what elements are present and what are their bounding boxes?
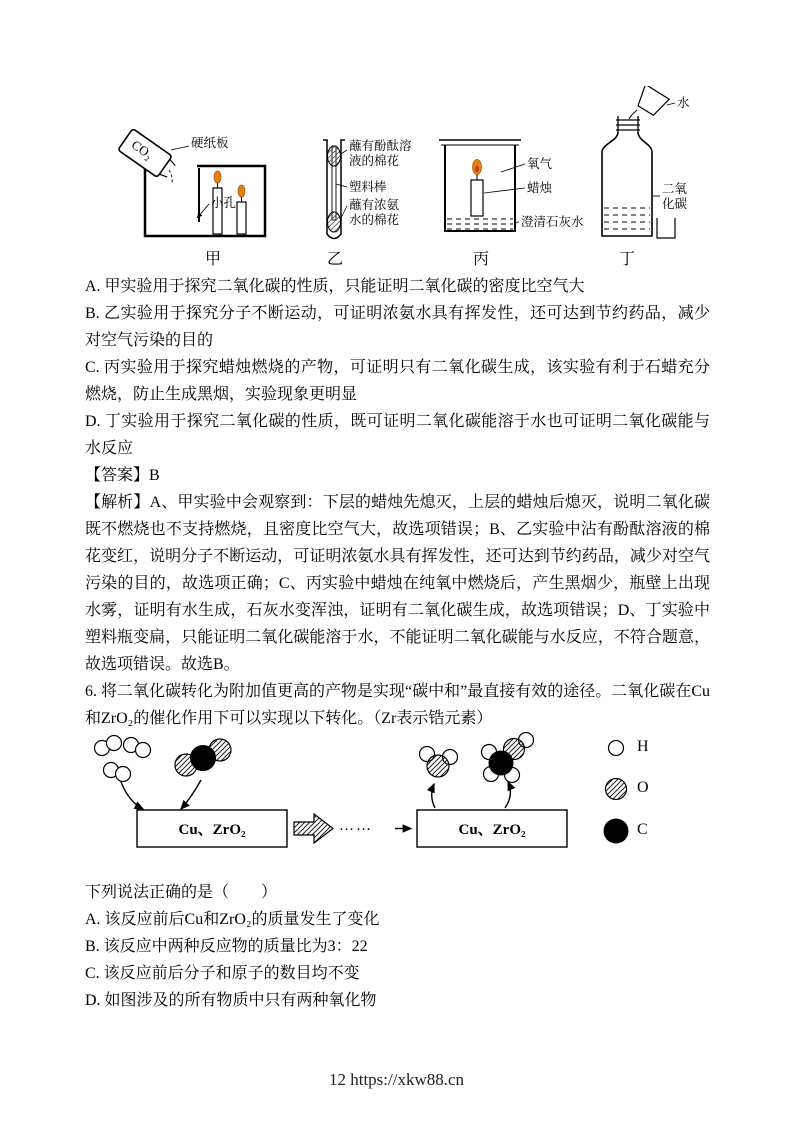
catalyst-label-right: Cu、ZrO₂ bbox=[458, 822, 526, 838]
ellipsis-label: …… bbox=[339, 818, 373, 834]
q6-stem: 6. 将二氧化碳转化为附加值更高的产物是实现“碳中和”最直接有效的途径。二氧化碳在Cu和ZrO₂的催化作用下可以实现以下转化。（Zr表示锆元素） bbox=[85, 683, 710, 727]
q5-analysis: 【解析】A、甲实验中会观察到：下层的蜡烛先熄灭，上层的蜡烛后熄灭，说明二氧化碳既不燃烧也不支持燃烧，且密度比空气大，故选项错误；B、乙实验中沾有酚酞溶液的棉花变红，说明分子不断运动，可证明浓氨水具有挥发性，还可达到节约药品，减少对空气污染的目的，故选项正确；C、丙实验中蜡烛在纯氧中燃烧后，产生黑烟少，瓶壁上出现水雾，证明有水生成，石灰水变浑浊，证明有二氧化碳生成，故选项错误；D、丁实验中塑料瓶变扁，只能证明二氧化碳能溶于水，不能证明二氧化碳能与水反应，不符合题意，故选项错误。故选B。 bbox=[85, 494, 710, 673]
q6-prompt: 下列说法正确的是（ ） bbox=[85, 884, 278, 901]
bing-candle bbox=[471, 160, 483, 217]
q5-answer: 【答案】B bbox=[85, 467, 160, 484]
arrow-to-methanol bbox=[505, 782, 510, 808]
legend-h-circle bbox=[609, 741, 624, 756]
document-content bbox=[85, 0, 710, 1014]
legend-o-label: O bbox=[637, 779, 649, 796]
jia-container bbox=[145, 166, 265, 236]
ding-bottle-body bbox=[602, 132, 652, 236]
ding-co2-label: 二氧化碳 bbox=[662, 182, 688, 211]
catalyst-label-left: Cu、ZrO₂ bbox=[178, 822, 246, 838]
reactant-co2-molecule bbox=[175, 739, 231, 776]
caption-bing: 丙 bbox=[473, 251, 490, 268]
jia-board-leader bbox=[171, 146, 189, 150]
arrow-co2-to-catalyst bbox=[181, 780, 201, 809]
q5-option-b: B. 乙实验用于探究分子不断运动，可证明浓氨水具有挥发性，还可达到节约药品，减少对空气污染的目的 bbox=[85, 305, 710, 349]
ding-pour-stream bbox=[629, 110, 637, 119]
bing-oxygen-label: 氧气 bbox=[527, 157, 553, 171]
jia-hole-label: 小孔 bbox=[211, 196, 237, 210]
arrow-h2-to-catalyst bbox=[121, 782, 143, 809]
jia-pour-stream bbox=[169, 170, 172, 184]
reaction-diagram-drawing bbox=[85, 732, 710, 879]
fig-ding-apparatus bbox=[602, 86, 675, 238]
arrow-to-water bbox=[432, 784, 435, 808]
q6-option-d: D. 如图涉及的所有物质中只有两种氧化物 bbox=[85, 992, 377, 1009]
q5-option-d: D. 丁实验用于探究二氧化碳的性质，既可证明二氧化碳能溶于水也可证明二氧化碳能与水反应 bbox=[85, 413, 710, 457]
ding-water-in-bottle bbox=[604, 208, 650, 229]
bing-limewater bbox=[447, 219, 513, 229]
yi-ammonia-cotton-label: 蘸有浓氨水的棉花 bbox=[349, 198, 400, 227]
yi-cotton-bottom bbox=[328, 212, 341, 232]
yi-rod-label: 塑料棒 bbox=[349, 180, 387, 194]
q5-option-a: A. 甲实验用于探究二氧化碳的性质，只能证明二氧化碳的密度比空气大 bbox=[85, 278, 585, 295]
jia-candle-short bbox=[237, 185, 246, 234]
jia-board-label: 硬纸板 bbox=[191, 136, 229, 150]
caption-yi: 乙 bbox=[327, 251, 344, 268]
fig-yi-apparatus bbox=[323, 140, 347, 239]
caption-ding: 丁 bbox=[619, 251, 636, 268]
product-methanol-molecule bbox=[482, 733, 534, 783]
fig-bing-apparatus bbox=[439, 140, 525, 231]
jia-gas-label: CO₂ bbox=[128, 136, 156, 163]
flame-icon bbox=[238, 185, 245, 197]
legend-c-label: C bbox=[637, 821, 648, 838]
q6-option-b: B. 该反应中两种反应物的质量比为3：22 bbox=[85, 938, 368, 955]
bing-limewater-label: 澄清石灰水 bbox=[521, 215, 584, 229]
flame-icon bbox=[214, 171, 221, 183]
q5-experiment-figures bbox=[85, 86, 710, 273]
yi-cotton-top bbox=[328, 146, 341, 166]
block-arrow-icon bbox=[294, 814, 333, 843]
page-footer: 12 https://xkw88.cn bbox=[328, 1070, 465, 1089]
ding-water-label: 水 bbox=[677, 96, 690, 110]
q6-reaction-diagram bbox=[85, 732, 710, 879]
legend-o-circle bbox=[606, 779, 627, 800]
ding-small-beaker bbox=[657, 218, 675, 238]
q5-option-c: C. 丙实验用于探究蜡烛燃烧的产物，可证明只有二氧化碳生成，该实验有利于石蜡充分燃烧，防止生成黑烟，实验现象更明显 bbox=[85, 359, 710, 403]
experiment-figures-drawing bbox=[85, 86, 710, 273]
q6-option-a: A. 该反应前后Cu和ZrO₂的质量发生了变化 bbox=[85, 911, 380, 928]
legend-h-label: H bbox=[637, 738, 649, 755]
ding-bottle-neck bbox=[616, 116, 640, 132]
product-water-molecule bbox=[420, 747, 458, 778]
bing-candle-label: 蜡烛 bbox=[527, 181, 553, 195]
reactant-hydrogen-molecules bbox=[95, 736, 151, 782]
caption-jia: 甲 bbox=[205, 251, 222, 268]
ding-pouring-cup bbox=[634, 86, 669, 118]
q6-option-c: C. 该反应前后分子和原子的数目均不变 bbox=[85, 965, 360, 982]
yi-phenolphthalein-cotton-label: 蘸有酚酞溶液的棉花 bbox=[349, 139, 412, 168]
legend-c-circle bbox=[604, 819, 629, 844]
